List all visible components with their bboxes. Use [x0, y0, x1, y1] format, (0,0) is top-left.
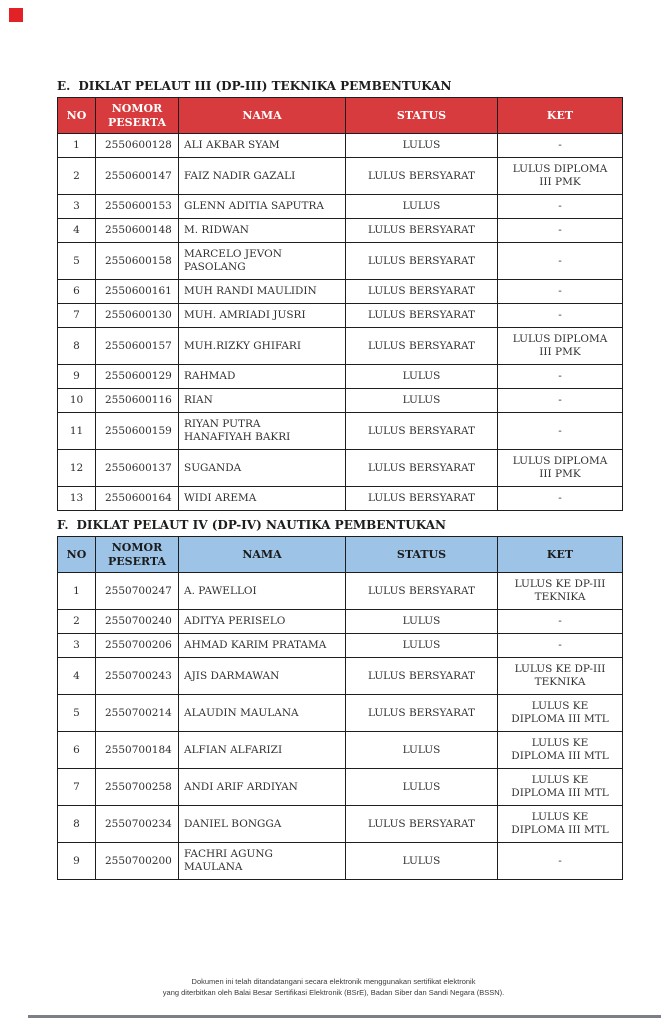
section-e-prefix: E. [57, 79, 71, 93]
table-body [58, 134, 623, 511]
table-cell: LULUS BERSYARAT [346, 695, 498, 732]
table-cell: 2550700200 [96, 843, 179, 880]
table-cell: RAHMAD [179, 365, 346, 389]
table-cell: FACHRI AGUNG MAULANA [179, 843, 346, 880]
table-cell: ADITYA PERISELO [179, 610, 346, 634]
table-cell: A. PAWELLOI [179, 573, 346, 610]
table-cell: ANDI ARIF ARDIYAN [179, 769, 346, 806]
table-cell: - [498, 243, 623, 280]
table-cell: LULUS KE DIPLOMA III MTL [498, 732, 623, 769]
table-cell: - [498, 280, 623, 304]
table-cell: LULUS BERSYARAT [346, 413, 498, 450]
table-cell: 2550600130 [96, 304, 179, 328]
table-cell: LULUS BERSYARAT [346, 658, 498, 695]
section-e-title [57, 79, 622, 94]
table-cell: 6 [58, 732, 96, 769]
table-cell: 9 [58, 365, 96, 389]
table-cell: LULUS BERSYARAT [346, 158, 498, 195]
table-row [58, 769, 623, 806]
table-cell: 2550600159 [96, 413, 179, 450]
table-dp4-nautika [57, 536, 623, 880]
table-row [58, 487, 623, 511]
table-cell: ALI AKBAR SYAM [179, 134, 346, 158]
table-row [58, 304, 623, 328]
table-cell: LULUS [346, 610, 498, 634]
table-cell: 5 [58, 695, 96, 732]
table-row [58, 634, 623, 658]
table-row [58, 732, 623, 769]
table-cell: - [498, 413, 623, 450]
table-dp3-teknika [57, 97, 623, 511]
table-cell: LULUS KE DIPLOMA III MTL [498, 695, 623, 732]
table-cell: 2550700243 [96, 658, 179, 695]
table-row [58, 195, 623, 219]
table-cell: 2 [58, 610, 96, 634]
electronic-signature-note [0, 976, 667, 998]
table-cell: ALFIAN ALFARIZI [179, 732, 346, 769]
table-cell: - [498, 195, 623, 219]
table-cell: 2550600158 [96, 243, 179, 280]
table-cell: 4 [58, 658, 96, 695]
table-cell: ALAUDIN MAULANA [179, 695, 346, 732]
table-cell: MARCELO JEVON PASOLANG [179, 243, 346, 280]
table-cell: 13 [58, 487, 96, 511]
table-cell: LULUS [346, 365, 498, 389]
table-cell: 10 [58, 389, 96, 413]
table-cell: 12 [58, 450, 96, 487]
table-cell: 2550700206 [96, 634, 179, 658]
table-cell: LULUS DIPLOMA III PMK [498, 328, 623, 365]
table-cell: 2550600157 [96, 328, 179, 365]
red-corner-marker [9, 8, 23, 22]
table-row [58, 843, 623, 880]
table-row [58, 658, 623, 695]
table-cell: 2550600164 [96, 487, 179, 511]
page-content [57, 0, 622, 880]
column-header-ket: KET [498, 537, 623, 573]
table-cell: 8 [58, 328, 96, 365]
signature-note-line1: Dokumen ini telah ditandatangani secara elektronik menggunakan sertifikat elektronik [191, 977, 476, 986]
table-cell: LULUS BERSYARAT [346, 328, 498, 365]
table-body [58, 573, 623, 880]
table-cell: LULUS [346, 634, 498, 658]
table-cell: - [498, 634, 623, 658]
section-e-title-text: DIKLAT PELAUT III (DP-III) TEKNIKA PEMBENTUKAN [78, 79, 452, 93]
table-cell: - [498, 843, 623, 880]
table-cell: 2550700258 [96, 769, 179, 806]
table-row [58, 450, 623, 487]
table-cell: - [498, 487, 623, 511]
table-cell: 2550600129 [96, 365, 179, 389]
table-cell: LULUS DIPLOMA III PMK [498, 450, 623, 487]
table-cell: 2 [58, 158, 96, 195]
table-cell: MUH RANDI MAULIDIN [179, 280, 346, 304]
table-cell: 6 [58, 280, 96, 304]
table-cell: SUGANDA [179, 450, 346, 487]
table-cell: - [498, 219, 623, 243]
table-cell: 2550700240 [96, 610, 179, 634]
table-row [58, 695, 623, 732]
table-cell: - [498, 134, 623, 158]
table-cell: 3 [58, 634, 96, 658]
table-row [58, 413, 623, 450]
table-row [58, 610, 623, 634]
table-row [58, 280, 623, 304]
table-cell: LULUS BERSYARAT [346, 450, 498, 487]
table-header [58, 98, 623, 134]
table-cell: 2550600116 [96, 389, 179, 413]
table-cell: LULUS BERSYARAT [346, 573, 498, 610]
table-cell: 2550600161 [96, 280, 179, 304]
table-cell: - [498, 304, 623, 328]
table-cell: 2550700247 [96, 573, 179, 610]
table-row [58, 389, 623, 413]
table-cell: LULUS BERSYARAT [346, 304, 498, 328]
table-cell: LULUS BERSYARAT [346, 806, 498, 843]
table-cell: 2550600128 [96, 134, 179, 158]
table-cell: LULUS BERSYARAT [346, 219, 498, 243]
header-row [58, 537, 623, 573]
table-row [58, 806, 623, 843]
table-cell: 3 [58, 195, 96, 219]
table-cell: LULUS BERSYARAT [346, 243, 498, 280]
table-cell: - [498, 389, 623, 413]
column-header-nama: NAMA [179, 98, 346, 134]
table-cell: 2550600153 [96, 195, 179, 219]
bottom-rule [28, 1015, 661, 1018]
column-header-no: NO [58, 537, 96, 573]
column-header-status: STATUS [346, 537, 498, 573]
table-cell: LULUS KE DP-III TEKNIKA [498, 573, 623, 610]
table-cell: LULUS BERSYARAT [346, 280, 498, 304]
table-cell: 2550600148 [96, 219, 179, 243]
table-cell: GLENN ADITIA SAPUTRA [179, 195, 346, 219]
table-cell: LULUS [346, 195, 498, 219]
table-cell: 2550600147 [96, 158, 179, 195]
table-cell: WIDI AREMA [179, 487, 346, 511]
column-header-status: STATUS [346, 98, 498, 134]
table-cell: - [498, 365, 623, 389]
table-row [58, 158, 623, 195]
table-cell: RIAN [179, 389, 346, 413]
table-row [58, 243, 623, 280]
table-row [58, 134, 623, 158]
table-cell: 2550700184 [96, 732, 179, 769]
table-cell: MUH. AMRIADI JUSRI [179, 304, 346, 328]
table-cell: 1 [58, 573, 96, 610]
table-cell: 11 [58, 413, 96, 450]
column-header-ket: KET [498, 98, 623, 134]
table-row [58, 219, 623, 243]
column-header-nomor-peserta: NOMOR PESERTA [96, 537, 179, 573]
table-cell: LULUS KE DIPLOMA III MTL [498, 806, 623, 843]
table-cell: 2550700234 [96, 806, 179, 843]
section-f-prefix: F. [57, 518, 69, 532]
table-cell: 2550700214 [96, 695, 179, 732]
table-header [58, 537, 623, 573]
table-row [58, 328, 623, 365]
table-cell: 9 [58, 843, 96, 880]
table-cell: M. RIDWAN [179, 219, 346, 243]
table-cell: LULUS KE DP-III TEKNIKA [498, 658, 623, 695]
table-cell: 5 [58, 243, 96, 280]
table-cell: 4 [58, 219, 96, 243]
table-cell: - [498, 610, 623, 634]
table-cell: LULUS DIPLOMA III PMK [498, 158, 623, 195]
table-cell: 1 [58, 134, 96, 158]
table-row [58, 573, 623, 610]
section-f-title [57, 518, 622, 533]
table-cell: AHMAD KARIM PRATAMA [179, 634, 346, 658]
table-cell: 7 [58, 304, 96, 328]
table-row [58, 365, 623, 389]
table-cell: 8 [58, 806, 96, 843]
table-cell: LULUS [346, 843, 498, 880]
table-cell: LULUS [346, 732, 498, 769]
signature-note-line2: yang diterbitkan oleh Balai Besar Sertifikasi Elektronik (BSrE), Badan Siber dan Sandi Negara (BSSN). [162, 988, 505, 997]
table-cell: DANIEL BONGGA [179, 806, 346, 843]
table-cell: 2550600137 [96, 450, 179, 487]
table-cell: LULUS [346, 389, 498, 413]
section-f-title-text: DIKLAT PELAUT IV (DP-IV) NAUTIKA PEMBENTUKAN [76, 518, 446, 532]
table-cell: FAIZ NADIR GAZALI [179, 158, 346, 195]
table-cell: MUH.RIZKY GHIFARI [179, 328, 346, 365]
table-cell: LULUS KE DIPLOMA III MTL [498, 769, 623, 806]
column-header-nama: NAMA [179, 537, 346, 573]
table-cell: 7 [58, 769, 96, 806]
table-cell: RIYAN PUTRA HANAFIYAH BAKRI [179, 413, 346, 450]
table-cell: LULUS BERSYARAT [346, 487, 498, 511]
column-header-no: NO [58, 98, 96, 134]
table-cell: AJIS DARMAWAN [179, 658, 346, 695]
table-cell: LULUS [346, 134, 498, 158]
column-header-nomor-peserta: NOMOR PESERTA [96, 98, 179, 134]
table-cell: LULUS [346, 769, 498, 806]
header-row [58, 98, 623, 134]
